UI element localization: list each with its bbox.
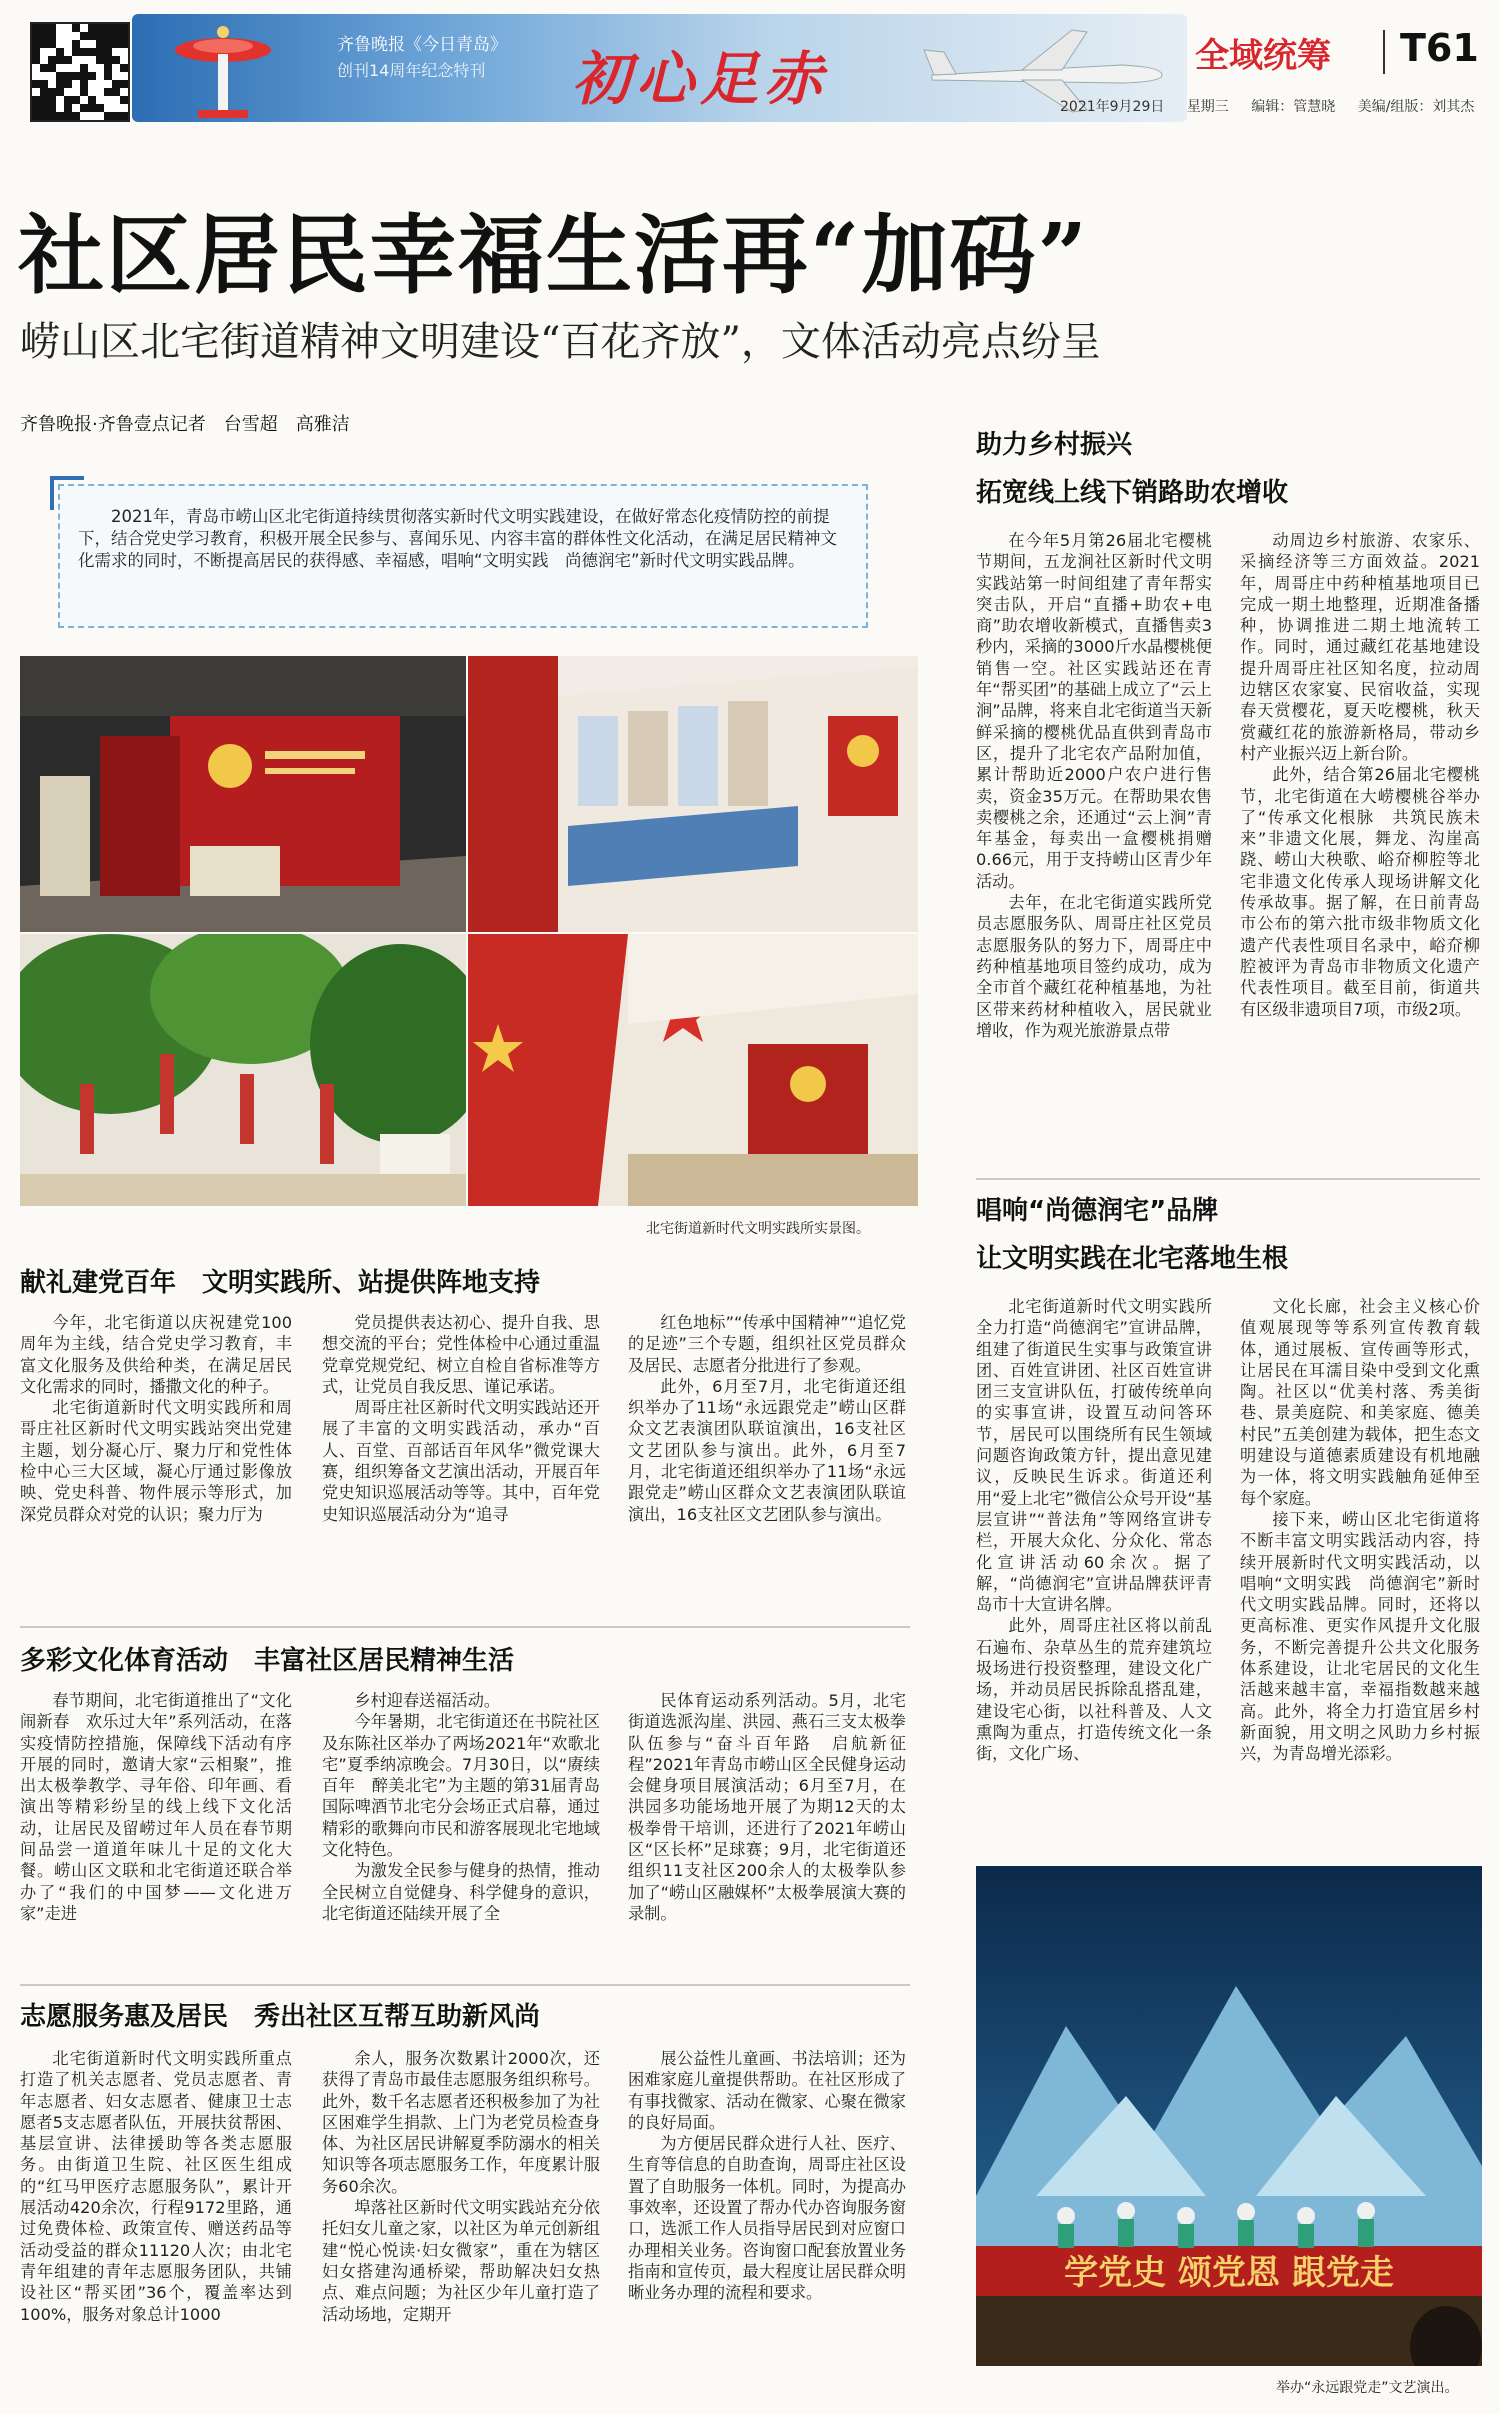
qr-module — [40, 32, 48, 40]
qr-module — [72, 112, 80, 120]
text-column — [628, 1690, 906, 1970]
qr-module — [96, 40, 104, 48]
qr-module — [120, 80, 128, 88]
text-column — [20, 1312, 292, 1612]
qr-module — [56, 56, 64, 64]
editor-credit: 编辑：管慧晓 — [1251, 99, 1336, 115]
photo-wish-trees — [20, 934, 466, 1206]
text-column — [628, 1312, 906, 1612]
qr-module — [112, 112, 120, 120]
paragraph: 北宅街道新时代文明实践所和周哥庄社区新时代文明实践站突出党建主题，划分凝心厅、聚力厅和党性体检中心三大区域，凝心厅通过影像放映、党史科普、物件展示等形式，加深党员群众对党的认识；聚力厅为 — [20, 1398, 292, 1524]
qr-module — [40, 88, 48, 96]
text-column — [976, 530, 1212, 1150]
tower-illustration — [168, 20, 278, 120]
qr-module — [32, 112, 40, 120]
qr-module — [88, 96, 96, 104]
masthead-banner — [132, 14, 1187, 122]
qr-module — [88, 24, 96, 32]
qr-module — [32, 104, 40, 112]
paragraph: 民体育运动系列活动。5月，北宅街道选派沟崖、洪园、燕石三支太极拳队伍参与“奋斗百年路 启航新征程”2021年青岛市崂山区全民健身运动会健身项目展演活动；6月至7月，在洪园多功能场地开展了为期12天的太极拳骨干培训，还进行了2021年崂山区“区长杯”足球赛；9月，北宅街道还组织11支社区200余人的太极拳队参加了“崂山区融媒杯”太极拳展演大赛的录制。 — [628, 1691, 906, 1923]
qr-module — [32, 96, 40, 104]
qr-module — [104, 72, 112, 80]
qr-module — [112, 40, 120, 48]
section-label: 全域统筹 — [1195, 36, 1331, 76]
slogan: 初心足赤 — [572, 45, 829, 113]
qr-module — [32, 32, 40, 40]
qr-module — [88, 48, 96, 56]
qr-module — [56, 88, 64, 96]
section-heading: 助力乡村振兴 — [976, 430, 1133, 460]
text-column — [322, 1312, 600, 1612]
qr-module — [56, 80, 64, 88]
qr-module — [96, 32, 104, 40]
qr-module — [104, 64, 112, 72]
section-heading: 志愿服务惠及居民 秀出社区互帮互助新风尚 — [20, 2002, 541, 2032]
qr-module — [32, 56, 40, 64]
qr-module — [48, 24, 56, 32]
stage-banner-text: 学党史 颂党恩 跟党走 — [1064, 2253, 1394, 2293]
paragraph: 春节期间，北宅街道推出了“文化闹新春 欢乐过大年”系列活动，在落实疫情防控措施，保障线下活动有序开展的同时，邀请大家“云相聚”，推出太极拳教学、寻年俗、印年画、看演出等精彩纷呈的线上线下文化活动，让居民及留崂过年人员在春节期间品尝一道道年味儿十足的文化大餐。崂山区文联和北宅街道还联合举办了“我们的中国梦——文化进万家”走进 — [20, 1691, 292, 1923]
qr-module — [64, 72, 72, 80]
paragraph: 去年，在北宅街道实践所党员志愿服务队、周哥庄社区党员志愿服务队的努力下，周哥庄中药种植基地项目签约成功，成为全市首个藏红花种植基地，为社区带来药材种植收入，居民就业增收，作为观光旅游景点带 — [976, 893, 1212, 1040]
qr-module — [48, 112, 56, 120]
paragraph: 今年暑期，北宅街道还在书院社区及东陈社区举办了两场2021年“欢歌北宅”夏季纳凉晚会。7月30日，以“赓续百年 醉美北宅”为主题的第31届青岛国际啤酒节北宅分会场正式启幕，通过精彩的歌舞向市民和游客展现北宅地域文化特色。 — [322, 1712, 600, 1860]
paragraph: 此外，6月至7月，北宅街道还组织举办了11场“永远跟党走”崂山区群众文艺表演团队联谊演出，16支社区文艺团队参与演出。此外，6月至7月，北宅街道还组织举办了11场“永远跟党走”崂山区群众文艺表演团队联谊演出，16支社区文艺团队参与演出。 — [628, 1376, 906, 1524]
paragraph: 动周边乡村旅游、农家乐、采摘经济等三方面效益。2021年，周哥庄中药种植基地项目已完成一期土地整理，近期准备播种，协调推进二期土地流转工作。同时，通过藏红花基地建设提升周哥庄社区知名度，拉动周边辖区农家宴、民宿收益，实现春天赏樱花，夏天吃樱桃，秋天赏藏红花的旅游新格局，带动乡村产业振兴迈上新台阶。 — [1240, 531, 1480, 763]
qr-module — [80, 88, 88, 96]
text-column — [322, 2048, 600, 2396]
section-divider — [20, 1626, 910, 1628]
section-heading: 让文明实践在北宅落地生根 — [976, 1244, 1289, 1274]
qr-module — [40, 112, 48, 120]
paragraph: 接下来，崂山区北宅街道将不断丰富文明实践活动内容，持续开展新时代文明实践活动，以唱响“文明实践 尚德润宅”新时代文明实践品牌。同时，还将以更高标准、更实作风提升文化服务，不断完善提升公共文化服务体系建设，让北宅居民的文化生活越来越丰富，幸福指数越来越高。此外，将全力打造宜居乡村新面貌，用文明之风助力乡村振兴，为青岛增光添彩。 — [1240, 1509, 1480, 1764]
qr-module — [48, 104, 56, 112]
subheadline: 崂山区北宅街道精神文明建设“百花齐放”，文体活动亮点纷呈 — [20, 319, 1101, 365]
text-column — [628, 2048, 906, 2396]
photo-stage-performance — [976, 1866, 1482, 2366]
qr-module — [32, 24, 40, 32]
photo-star-hall — [468, 934, 918, 1206]
paragraph: 为方便居民群众进行人社、医疗、生育等信息的自助查询，周哥庄社区设置了自助服务一体机。同时，为提高办事效率，还设置了帮办代办咨询服务窗口，选派工作人员指导居民到对应窗口办理相关业务。咨询窗口配套放置业务指南和宣传页，最大程度让居民群众明晰业务办理的流程和要求。 — [628, 2134, 906, 2303]
paragraph: 展公益性儿童画、书法培训；还为困难家庭儿童提供帮助。在社区形成了有事找微家、活动在微家、心聚在微家的良好局面。 — [628, 2049, 906, 2132]
qr-module — [64, 56, 72, 64]
qr-module — [88, 32, 96, 40]
paragraph: 乡村迎春送福活动。 — [354, 1691, 501, 1710]
qr-module — [112, 56, 120, 64]
qr-module — [88, 72, 96, 80]
paragraph: 今年，北宅街道以庆祝建党100周年为主线，结合党史学习教育，丰富文化服务及供给种类，在满足居民文化需求的同时，播撒文化的种子。 — [20, 1313, 292, 1396]
qr-module — [56, 112, 64, 120]
qr-module — [32, 80, 40, 88]
qr-module — [48, 32, 56, 40]
photo-exhibit-hall — [20, 656, 466, 932]
qr-module — [80, 104, 88, 112]
text-column — [1240, 1296, 1480, 1844]
qr-module — [96, 48, 104, 56]
dateline — [1060, 96, 1492, 116]
paragraph: 此外，周哥庄社区将以前乱石遍布、杂草丛生的荒弃建筑垃圾场进行投资整理，建设文化广场，并动员居民拆除乱搭乱建，建设宅心街，以社科普及、人文熏陶为重点，打造传统文化一条街，文化广场、 — [976, 1616, 1212, 1764]
qr-module — [104, 40, 112, 48]
issue-weekday: 星期三 — [1186, 99, 1229, 115]
section-heading: 唱响“尚德润宅”品牌 — [976, 1196, 1219, 1226]
section-divider — [20, 1984, 910, 1986]
paragraph: 文化长廊，社会主义核心价值观展现等等系列宣传教育载体，通过展板、宣传画等形式，让居民在耳濡目染中受到文化熏陶。社区以“优美村落、秀美街巷、景美庭院、和美家庭、德美村民”五美创建为载体，把生态文明建设与道德素质建设有机地融为一体，将文明实践触角延伸至每个家庭。 — [1240, 1297, 1480, 1508]
qr-module — [120, 24, 128, 32]
photo-corridor-display — [468, 656, 918, 932]
qr-module — [72, 48, 80, 56]
qr-module — [56, 72, 64, 80]
text-column — [322, 1690, 600, 1970]
qr-module — [104, 48, 112, 56]
qr-module — [48, 40, 56, 48]
qr-module — [40, 96, 48, 104]
byline: 齐鲁晚报·齐鲁壹点记者 台雪超 高雅洁 — [20, 414, 350, 435]
qr-module — [40, 104, 48, 112]
qr-module — [104, 32, 112, 40]
photo-caption: 举办“永远跟党走”文艺演出。 — [1276, 2380, 1459, 2396]
qr-module — [96, 104, 104, 112]
qr-module — [112, 32, 120, 40]
qr-code — [30, 22, 130, 122]
qr-module — [96, 56, 104, 64]
qr-module — [120, 96, 128, 104]
masthead-divider — [1383, 30, 1385, 74]
section-heading: 献礼建党百年 文明实践所、站提供阵地支持 — [20, 1268, 541, 1298]
section-heading: 多彩文化体育活动 丰富社区居民精神生活 — [20, 1646, 515, 1676]
qr-module — [120, 64, 128, 72]
qr-module — [88, 104, 96, 112]
qr-module — [112, 24, 120, 32]
qr-module — [48, 88, 56, 96]
qr-module — [104, 24, 112, 32]
qr-module — [72, 24, 80, 32]
text-column — [20, 1690, 292, 1970]
qr-module — [64, 112, 72, 120]
paragraph: 周哥庄社区新时代文明实践站还开展了丰富的文明实践活动，承办“百人、百堂、百部话百年风华”微党课大赛，组织筹备文艺演出活动，开展百年党史知识巡展活动等等。其中，百年党史知识巡展活动分为“追寻 — [322, 1398, 600, 1524]
qr-module — [80, 32, 88, 40]
paragraph: 党员提供表达初心、提升自我、思想交流的平台；党性体检中心通过重温党章党规党纪、树立自检自省标准等方式，让党员自我反思、谨记承诺。 — [322, 1313, 600, 1396]
qr-module — [80, 80, 88, 88]
lead-paragraph: 2021年，青岛市崂山区北宅街道持续贯彻落实新时代文明实践建设，在做好常态化疫情防控的前提下，结合党史学习教育，积极开展全民参与、喜闻乐见、内容丰富的群体性文化活动，在满足居民精神文化需求的同时，不断提高居民的获得感、幸福感，唱响“文明实践 尚德润宅”新时代文明实践品牌。 — [78, 507, 837, 570]
qr-module — [112, 80, 120, 88]
qr-module — [104, 88, 112, 96]
qr-module — [104, 112, 112, 120]
qr-module — [64, 104, 72, 112]
issue-date: 2021年9月29日 — [1060, 99, 1165, 115]
qr-module — [32, 40, 40, 48]
qr-module — [72, 40, 80, 48]
qr-module — [104, 56, 112, 64]
text-column — [20, 2048, 292, 2396]
paragraph: 在今年5月第26届北宅樱桃节期间，五龙涧社区新时代文明实践站第一时间组建了青年帮实突击队，开启“直播+助农+电商”助农增收新模式，直播售卖3秒内，采摘的3000斤水晶樱桃便销售一空。社区实践站还在青年“帮买团”的基础上成立了“云上涧”品牌，将来自北宅街道当天新鲜采摘的樱桃优品直供到青岛市区，提升了北宅农产品附加值，累计帮助近2000户农户进行售卖，资金35万元。在帮助果农售卖樱桃之余，还通过“云上涧”青年基金，每卖出一盒樱桃捐赠0.66元，用于支持崂山区青少年活动。 — [976, 531, 1212, 891]
headline: 社区居民幸福生活再“加码” — [18, 205, 1089, 306]
qr-module — [40, 24, 48, 32]
qr-module — [64, 96, 72, 104]
qr-module — [120, 32, 128, 40]
qr-module — [112, 88, 120, 96]
section-divider — [976, 1178, 1480, 1180]
qr-module — [40, 64, 48, 72]
photo-caption: 北宅街道新时代文明实践所实景图。 — [646, 1221, 870, 1237]
qr-module — [64, 80, 72, 88]
qr-module — [56, 48, 64, 56]
page-number: T61 — [1400, 26, 1479, 70]
qr-module — [120, 112, 128, 120]
qr-module — [40, 80, 48, 88]
qr-module — [80, 64, 88, 72]
qr-module — [120, 40, 128, 48]
paragraph: 北宅街道新时代文明实践所重点打造了机关志愿者、党员志愿者、青年志愿者、妇女志愿者、健康卫士志愿者5支志愿者队伍，开展扶贫帮困、基层宣讲、法律援助等各类志愿服务。由街道卫生院、社区医生组成的“红马甲医疗志愿服务队”，累计开展活动420余次，行程9172里路，通过免费体检、政策宣传、赠送药品等活动受益的群众11120人次；由北宅青年组建的青年志愿服务团队，共铺设社区“帮买团”36个，覆盖率达到100%，服务对象总计1000 — [20, 2049, 292, 2324]
paragraph: 为激发全民参与健身的热情，推动全民树立自觉健身、科学健身的意识，北宅街道还陆续开展了全 — [322, 1861, 600, 1923]
lead-box-corner — [50, 476, 84, 510]
qr-module — [72, 72, 80, 80]
section-heading: 拓宽线上线下销路助农增收 — [976, 478, 1289, 508]
qr-module — [48, 96, 56, 104]
qr-module — [80, 48, 88, 56]
qr-module — [48, 64, 56, 72]
qr-module — [32, 48, 40, 56]
special-edition-label: 创刊14周年纪念特刊 — [337, 61, 486, 80]
qr-module — [80, 72, 88, 80]
paragraph: 埠落社区新时代文明实践站充分依托妇女儿童之家，以社区为单元创新组建“悦心悦读·妇女微家”，重在为辖区妇女搭建沟通桥梁，帮助解决妇女热点、难点问题；为社区少年儿童打造了活动场地，定期开 — [322, 2198, 600, 2324]
qr-module — [48, 56, 56, 64]
designer-credit: 美编/组版：刘其杰 — [1357, 99, 1475, 115]
paragraph: 余人，服务次数累计2000次，还获得了青岛市最佳志愿服务组织称号。此外，数千名志愿者还积极参加了为社区困难学生捐款、上门为老党员检查身体、为社区居民讲解夏季防溺水的相关知识等各项志愿服务工作，年度累计服务60余次。 — [322, 2049, 600, 2196]
paragraph: 红色地标”“传承中国精神”“追忆党的足迹”三个专题，组织社区党员群众及居民、志愿者分批进行了参观。 — [628, 1313, 906, 1375]
qr-module — [72, 96, 80, 104]
qr-module — [40, 40, 48, 48]
text-column — [1240, 530, 1480, 1150]
text-column — [976, 1296, 1212, 1844]
qr-module — [96, 24, 104, 32]
paper-name: 齐鲁晚报《今日青岛》 — [337, 35, 507, 55]
paragraph: 此外，结合第26届北宅樱桃节，北宅街道在大崂樱桃谷举办了“传承文化根脉 共筑民族未来”非遗文化展，舞龙、沟崖高跷、崂山大秧歌、峪夼柳腔等北宅非遗文化传承人现场讲解文化传承故事。据了解，在日前青岛市公布的第六批市级非物质文化遗产代表性项目名录中，峪夼柳腔被评为青岛市非物质文化遗产代表性项目。截至目前，街道共有区级非遗项目7项，市级2项。 — [1240, 765, 1480, 1019]
paragraph: 北宅街道新时代文明实践所全力打造“尚德润宅”宣讲品牌，组建了街道民生实事与政策宣讲团、百姓宣讲团、社区百姓宣讲团三支宣讲队伍，打破传统单向的实事宣讲，设置互动问答环节，居民可以围绕所有民生领域问题咨询政策方针，提出意见建议，反映民生诉求。街道还利用“爱上北宅”微信公众号开设“基层宣讲”“普法角”等网络宣讲专栏，开展大众化、分众化、常态化宣讲活动60余次。据了解，“尚德润宅”宣讲品牌获评青岛市十大宣讲名牌。 — [976, 1297, 1212, 1615]
